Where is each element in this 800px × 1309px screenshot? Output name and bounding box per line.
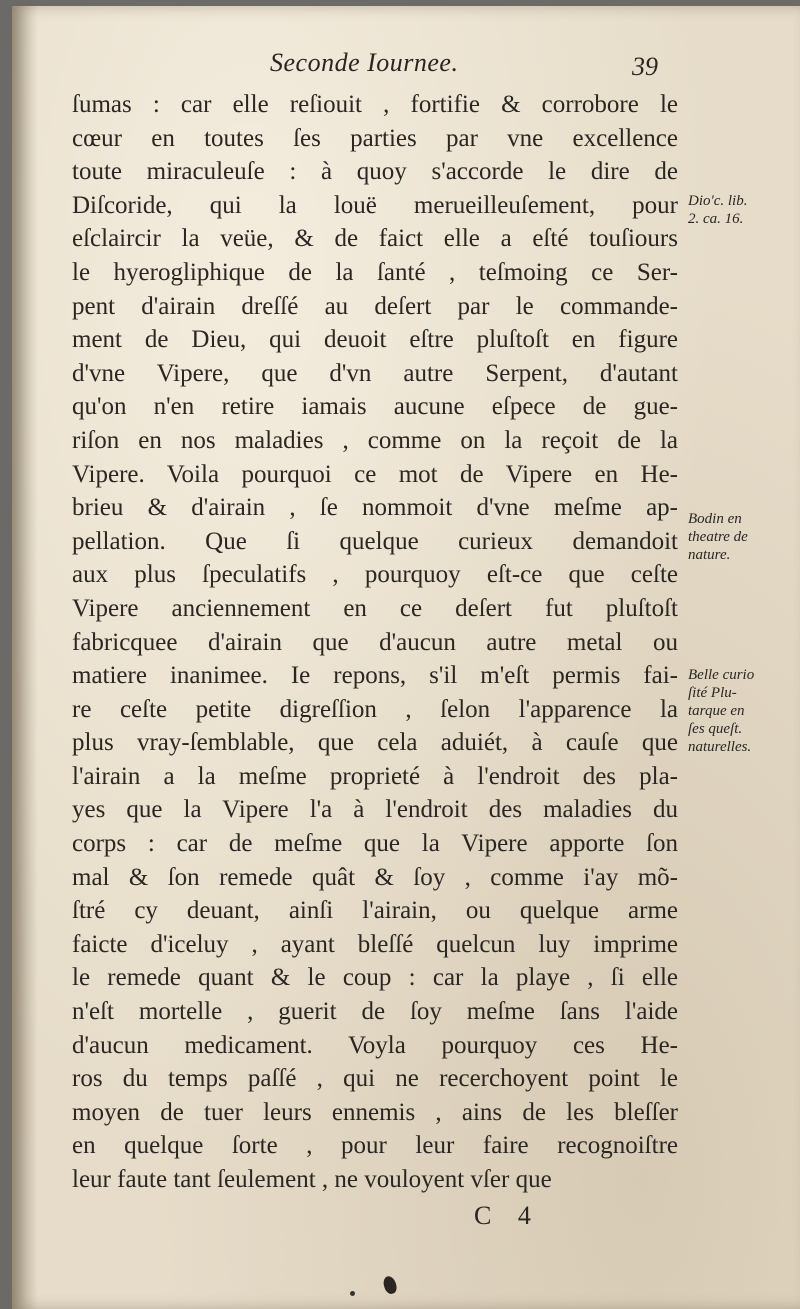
text-line: re ceſte petite digreſſion , ſelon l'apparence la [72, 695, 678, 723]
text-line: ros du temps paſſé , qui ne recerchoyent point le [72, 1065, 678, 1093]
text-line: ſtré cy deuant, ainſi l'airain, ou quelque arme [72, 897, 678, 925]
text-line: n'eſt mortelle , guerit de ſoy meſme ſans l'aide [72, 998, 678, 1026]
text-line: riſon en nos maladies , comme on la reçoit de la [72, 426, 678, 454]
book-page [12, 6, 800, 1309]
text-line: faicte d'iceluy , ayant bleſſé quelcun luy imprime [72, 930, 678, 958]
text-line: aux plus ſpeculatifs , pourquoy eſt-ce que ceſte [72, 561, 678, 589]
margin-note-bodin [688, 510, 800, 564]
text-line: pellation. Que ſi quelque curieux demandoit [72, 527, 678, 555]
page-header [12, 48, 800, 88]
margin-note-line: nature. [688, 547, 731, 563]
text-line: Vipere anciennement en ce deſert fut pluſtoſt [72, 594, 678, 622]
text-line: plus vray-ſemblable, que cela aduiét, à cauſe que [72, 729, 678, 757]
text-line: moyen de tuer leurs ennemis , ains de les bleſſer [72, 1098, 678, 1126]
signature-mark: C 4 [474, 1201, 541, 1230]
text-line: mal & ſon remede quât & ſoy , comme i'ay mõ- [72, 863, 678, 891]
text-line: yes que la Vipere l'a à l'endroit des maladies du [72, 796, 678, 824]
text-line: pent d'airain dreſſé au deſert par le commande- [72, 292, 678, 320]
text-line: le remede quant & le coup : car la playe , ſi elle [72, 964, 678, 992]
text-line: le hyerogliphique de la ſanté , teſmoing ce Ser- [72, 258, 678, 286]
text-line: ſumas : car elle reſiouit , fortifie & corrobore le [72, 91, 678, 118]
text-line: fabricquee d'airain que d'aucun autre metal ou [72, 628, 678, 656]
text-line: toute miraculeuſe : à quoy s'accorde le dire de [72, 158, 678, 186]
margin-note-line: tarque en [688, 703, 745, 719]
text-line: brieu & d'airain , ſe nommoit d'vne meſme ap- [72, 494, 678, 522]
text-line: d'vne Vipere, que d'vn autre Serpent, d'autant [72, 359, 678, 387]
margin-note-line: ſes queſt. [688, 721, 743, 737]
margin-note-line: ſité Plu- [688, 685, 737, 701]
margin-note-line: naturelles. [688, 739, 752, 755]
body-text [72, 88, 678, 1197]
text-line: corps : car de meſme que la Vipere apporte ſon [72, 830, 678, 858]
margin-note-line: 2. ca. 16. [688, 211, 744, 227]
margin-note-dioscoride [688, 192, 800, 228]
text-line: l'airain a la meſme proprieté à l'endroit des pla- [72, 762, 678, 790]
text-line: Diſcoride, qui la louë merueilleuſement, pour [72, 191, 678, 219]
text-line: d'aucun medicament. Voyla pourquoy ces He- [72, 1031, 678, 1059]
text-line: Vipere. Voila pourquoi ce mot de Vipere en He- [72, 460, 678, 488]
margin-note-line: Belle curio [688, 667, 755, 683]
running-head: Seconde Iournee. [270, 48, 459, 77]
ink-blot [382, 1275, 399, 1296]
margin-note-line: Bodin en [688, 511, 742, 527]
ink-speck [350, 1291, 355, 1296]
page-number: 39 [632, 52, 658, 81]
text-line: qu'on n'en retire iamais aucune eſpece de gue- [72, 393, 678, 421]
gutter-shadow [12, 6, 38, 1309]
text-line: cœur en toutes ſes parties par vne excellence [72, 124, 678, 152]
text-line: leur faute tant ſeulement , ne vouloyent vſer que [72, 1166, 552, 1193]
text-line: matiere inanimee. Ie repons, s'il m'eſt permis fai- [72, 662, 678, 690]
margin-note-line: theatre de [688, 529, 748, 545]
text-line: eſclaircir la veüe, & de faict elle a eſté touſiours [72, 225, 678, 253]
margin-note-plutarque [688, 666, 800, 756]
margin-note-line: Dio'c. lib. [688, 193, 748, 209]
text-line: ment de Dieu, qui deuoit eſtre pluſtoſt en figure [72, 326, 678, 354]
text-line: en quelque ſorte , pour leur faire recognoiſtre [72, 1132, 678, 1160]
